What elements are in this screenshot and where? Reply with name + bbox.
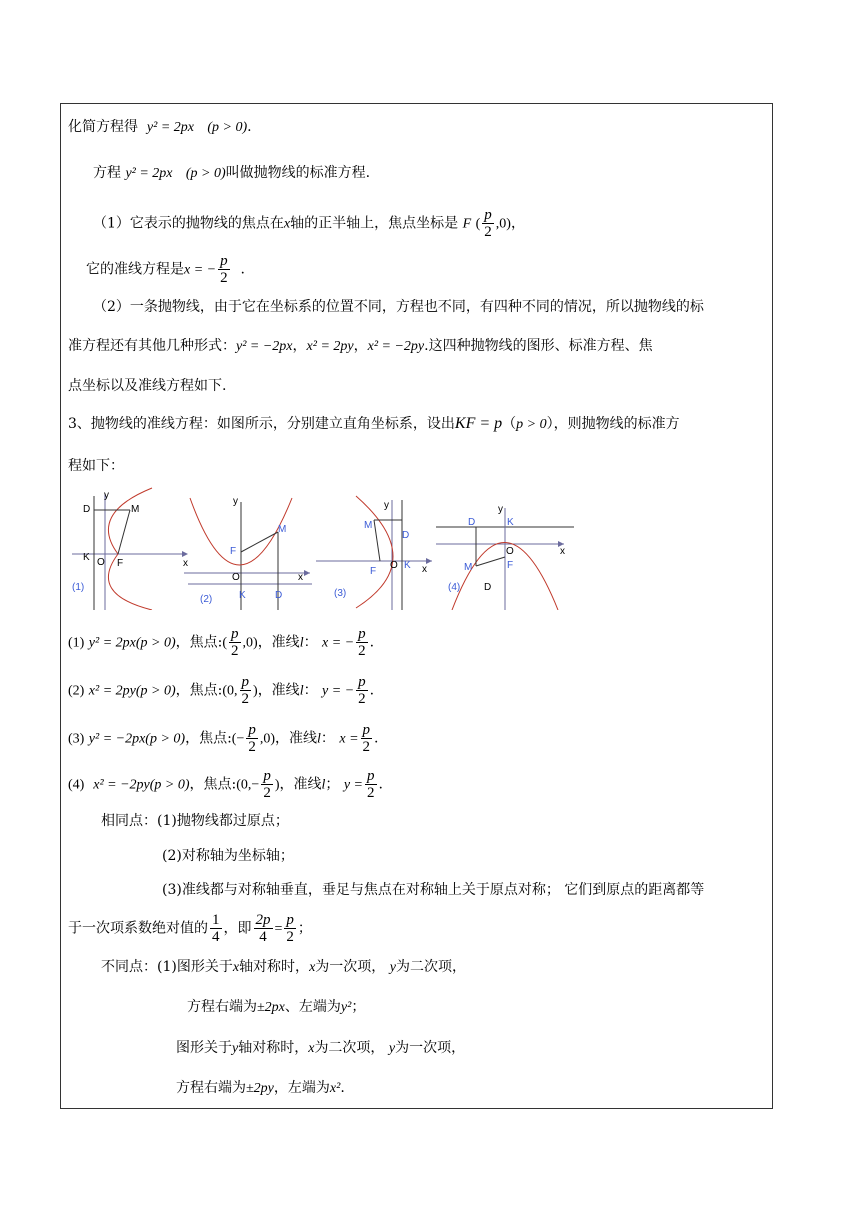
period: . [247, 119, 252, 135]
svg-text:(3): (3) [334, 588, 347, 599]
text: 化简方程得 [68, 119, 138, 135]
svg-text:M: M [364, 520, 373, 531]
svg-text:y: y [498, 504, 503, 515]
standard-equation-line [93, 163, 370, 184]
svg-text:x: x [298, 572, 303, 583]
equation-row-1: (1) y² = 2px(p > 0)，焦点:( $\frac{p}{2}$ ,0)，准线l： x = − $\frac{p}{2}$ . [68, 626, 375, 659]
same-points-1: 相同点：(1)抛物线都过原点； [101, 813, 289, 829]
parabola-figure-4 [432, 500, 576, 610]
paragraph-line: （2）一条抛物线，由于它在坐标系的位置不同，方程也不同，有四种不同的情况，所以抛物线的标 [93, 299, 704, 315]
svg-text:K: K [239, 590, 246, 601]
fraction: $\frac{p}{2}$ [220, 253, 228, 286]
svg-text:(1): (1) [72, 582, 85, 593]
svg-text:K: K [83, 552, 90, 563]
condition: (p > 0) [207, 120, 248, 135]
paragraph-line: 程如下： [68, 458, 124, 474]
parabola-figure-1 [70, 486, 190, 610]
svg-text:F: F [507, 560, 514, 571]
svg-text:y: y [384, 500, 389, 511]
text: 轴的正半轴上，焦点坐标是 [290, 215, 459, 232]
fraction: $\frac{p}{2}$ [484, 207, 492, 240]
paragraph-line: 准方程还有其他几种形式：y² = −2px，x² = 2py，x² = −2py.这四种抛物线的图形、标准方程、焦 [68, 338, 653, 354]
equation: x = − [184, 262, 217, 278]
var-x: x [283, 216, 291, 232]
svg-text:D: D [402, 530, 410, 541]
svg-text:x: x [422, 564, 427, 575]
svg-text:(4): (4) [448, 582, 461, 593]
svg-text:x: x [183, 558, 188, 569]
diff-points-1: 不同点：(1)图形关于x轴对称时，x为一次项， y为二次项， [101, 959, 466, 975]
svg-text:(2): (2) [200, 594, 213, 605]
svg-text:D: D [275, 590, 283, 601]
svg-text:K: K [507, 517, 514, 528]
text: 它的准线方程是 [86, 261, 184, 278]
parabola-figure-3 [316, 494, 436, 610]
svg-text:D: D [468, 517, 476, 528]
diff-points-3: 图形关于y轴对称时，x为二次项， y为一次项， [176, 1040, 466, 1056]
paren: ( [475, 216, 481, 232]
diff-points-2: 方程右端为±2px、左端为y²； [187, 999, 366, 1015]
svg-text:K: K [404, 560, 411, 571]
svg-text:M: M [278, 524, 287, 535]
diff-points-4: 方程右端为±2py，左端为x². [176, 1080, 345, 1096]
var-F: F [462, 216, 472, 232]
same-points-2: (2)对称轴为坐标轴； [162, 848, 294, 864]
equation-row-3: (3) y² = −2px(p > 0)，焦点:(− $\frac{p}{2}$ ,0)，准线l： x = $\frac{p}{2}$ . [68, 722, 379, 755]
equation-row-2: (2) x² = 2py(p > 0)，焦点:(0, $\frac{p}{2}$ )，准线l： y = − $\frac{p}{2}$ . [68, 674, 375, 707]
svg-text:M: M [464, 562, 473, 573]
svg-text:y: y [233, 496, 238, 507]
same-points-4: 于一次项系数绝对值的 $\frac{1}{4}$ ，即 $\frac{2p}{4}$ = $\frac{p}{2}$ ； [68, 912, 312, 945]
period: . [240, 261, 245, 278]
text: 叫做抛物线的标准方程. [225, 165, 371, 181]
condition: (p > 0) [185, 166, 226, 181]
equation: y² = 2px [146, 120, 194, 135]
equation-row-4: (4) x² = −2py(p > 0)，焦点:(0,− $\frac{p}{2}$ )，准线l； y = $\frac{p}{2}$ . [68, 768, 383, 801]
svg-text:D: D [484, 582, 492, 593]
svg-text:x: x [560, 546, 565, 557]
directrix-line [86, 253, 245, 286]
simplified-equation-line [68, 117, 252, 138]
svg-text:D: D [83, 504, 91, 515]
svg-text:O: O [97, 557, 105, 568]
paragraph-line: 3、抛物线的准线方程：如图所示，分别建立直角坐标系，设出KF = p（p > 0），则抛物线的标准方 [68, 415, 680, 432]
svg-text:M: M [131, 504, 140, 515]
focus-line [93, 207, 525, 240]
svg-text:O: O [390, 560, 398, 571]
same-points-3: (3)准线都与对称轴垂直，垂足与焦点在对称轴上关于原点对称； 它们到原点的距离都等 [162, 882, 705, 898]
text: ,0)， [495, 216, 525, 232]
svg-text:F: F [230, 546, 237, 557]
svg-text:y: y [104, 490, 109, 501]
parabola-figure-2 [184, 492, 316, 610]
svg-text:F: F [117, 558, 124, 569]
paragraph-line: 点坐标以及准线方程如下. [68, 378, 227, 394]
svg-text:O: O [232, 572, 240, 583]
equation: y² = 2px [125, 166, 173, 181]
svg-text:O: O [506, 546, 514, 557]
text: （1）它表示的抛物线的焦点在 [93, 215, 284, 232]
text: 方程 [93, 165, 121, 181]
svg-text:F: F [370, 566, 377, 577]
